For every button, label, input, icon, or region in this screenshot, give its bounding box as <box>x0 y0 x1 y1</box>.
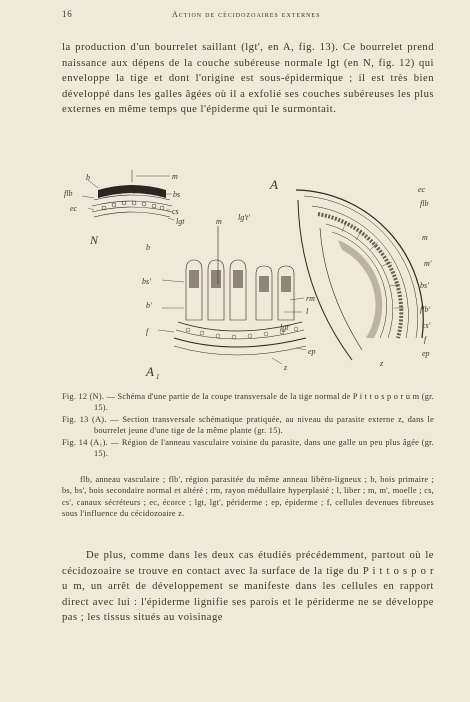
label-a-bs: bs' <box>420 281 429 290</box>
label-n-flb: flb <box>64 189 73 198</box>
paragraph-2: De plus, comme dans les deux cas étudiés précédemment, partout où le cécidozoaire se trouve en contact avec la surface de la tige du P i t t o s p o r u m, un arrêt de développement se manifeste dans les cellules en rapport direct avec lui : l'épiderme lignifie ses parois et le périderme ne se développe pas ; les tissus situés au voisinage <box>62 550 434 624</box>
label-n-lgt: lgt <box>176 217 185 226</box>
figure-drawings <box>62 170 446 382</box>
label-a1-b2: b' <box>146 301 152 310</box>
label-a-ep: ep <box>422 349 430 358</box>
label-a1-rm: rm <box>306 294 315 303</box>
label-a-flb: flb <box>420 199 429 208</box>
label-n-bs: bs <box>173 190 181 199</box>
figure-n-drawing <box>82 170 174 220</box>
label-a1-z: z <box>284 363 288 372</box>
label-a-f: f <box>424 335 427 344</box>
label-a1-ep: ep <box>308 347 316 356</box>
paragraph-1: la production d'un bourrelet saillant (lgt', en A, fig. 13). Ce bourrelet prend naissance aux dépens de la couche subéreuse normale lgt (en N, fig. 12) qui enveloppe la tige et dont l'origine est sous-épidermique ; il est très bien développé dans les galles âgées où il a exfolié ses couches subéreuses les plus externes en même temps que l'épiderme qui le surmontait. <box>62 42 434 116</box>
label-fig-a1-subscript: 1 <box>156 373 160 381</box>
label-fig-n: N <box>90 233 99 247</box>
label-a1-lgt: lgt' <box>280 323 291 332</box>
label-a1-l: l <box>306 307 309 316</box>
caption-fig-14-label: Fig. 14 (A₁). <box>62 437 108 447</box>
caption-fig-14 <box>62 437 434 460</box>
caption-fig-14-text: — Région de l'anneau vasculaire voisine du parasite, dans une galle un peu plus âgée (gr. 15). <box>94 437 434 459</box>
label-n-b: b <box>86 173 90 182</box>
label-a-z: z <box>380 359 384 368</box>
running-head <box>62 9 434 21</box>
figure-legend: flb, anneau vasculaire ; flb', région parasitée du même anneau libéro-ligneux ; b, bois primaire ; bs, bs', bois secondaire normal et altéré ; rm, rayon médullaire hyperplasié ; l, liber ; m, m', moelle ; cs, cs', canaux sécréteurs ; ec, écorce ; lgt, lgt', périderme ; ep, épiderme ; f, cellules devenues fibreuses sous l'influence du cécidozoaire z. <box>62 475 434 519</box>
caption-fig-12 <box>62 391 434 414</box>
label-a1-m: m <box>216 217 222 226</box>
figure-plate <box>62 170 446 382</box>
caption-fig-12-text: — Schéma d'une partie de la coupe transversale de la tige normal de P i t t o s p o r u m (gr. 15). <box>94 392 434 413</box>
caption-fig-13-text: — Section transversale schématique pratiquée, au niveau du parasite externe z, dans le bourrelet jeune d'une tige de la même plante (gr. 15). <box>94 414 435 436</box>
caption-fig-12-label: Fig. 12 (N). <box>62 392 105 401</box>
page-number: 16 <box>62 9 73 19</box>
label-a1-bs: bs' <box>142 277 151 286</box>
label-n-ec: ec <box>70 204 78 213</box>
figure-a1-drawing <box>158 226 306 364</box>
label-a-m2: m' <box>424 259 432 268</box>
figure-a-drawing <box>296 190 423 360</box>
label-a-ec: ec <box>418 185 426 194</box>
figure-captions <box>62 391 434 459</box>
caption-fig-13-label: Fig. 13 (A). <box>62 414 107 424</box>
label-a-cs: cs' <box>422 321 431 330</box>
label-a1-f: f <box>146 327 149 336</box>
label-n-m: m <box>172 172 178 181</box>
label-n-cs: cs <box>172 207 179 216</box>
label-fig-a1: A <box>146 364 154 379</box>
label-a-lgt: lg't' <box>238 213 250 222</box>
running-head-title: Action de cécidozoaires externes <box>172 10 321 19</box>
label-a-flb2: flb' <box>420 305 431 314</box>
label-fig-a: A <box>270 177 278 192</box>
caption-fig-13 <box>62 414 434 437</box>
label-a-m: m <box>422 233 428 242</box>
label-a1-b: b <box>146 243 150 252</box>
